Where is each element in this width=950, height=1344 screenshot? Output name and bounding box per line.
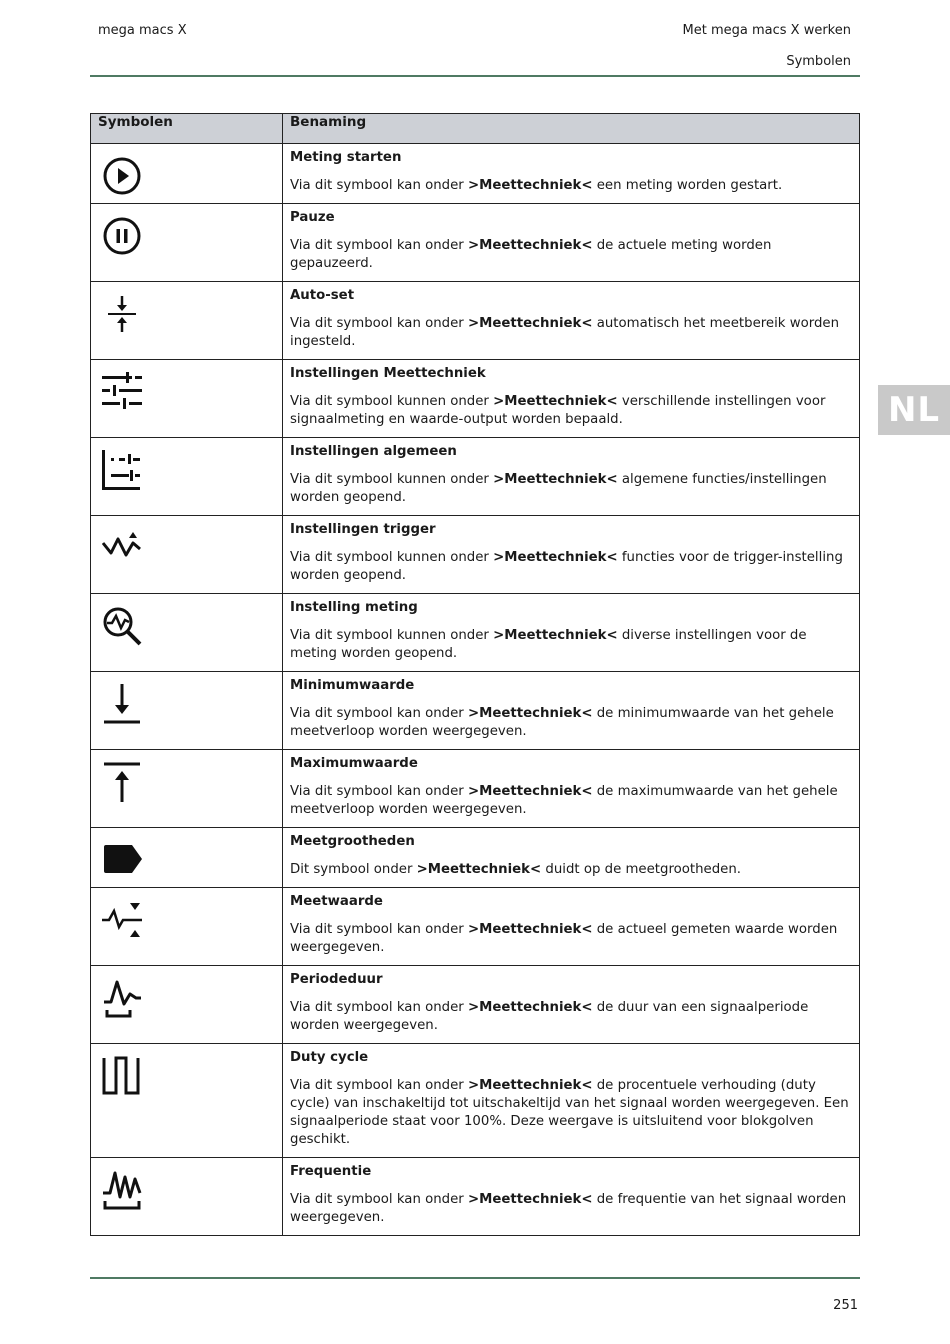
description-text: Via dit symbool kan onder (290, 238, 468, 253)
table-row (91, 1158, 860, 1236)
description-text: Via dit symbool kunnen onder (290, 394, 494, 409)
name-cell (283, 750, 860, 828)
symbol-cell (91, 966, 283, 1044)
frequency-icon (102, 1170, 142, 1210)
column-header-symbols: Symbolen (91, 114, 283, 144)
symbol-cell (91, 1158, 283, 1236)
symbol-cell (91, 204, 283, 282)
symbol-cell (91, 594, 283, 672)
header-chapter: Met mega macs X werken (682, 23, 851, 38)
tag-icon (102, 840, 142, 880)
header-subsection: Symbolen (786, 54, 851, 69)
table-row (91, 516, 860, 594)
table-row (91, 282, 860, 360)
table-row (91, 204, 860, 282)
description-text: de duur van een signaalperiode worden weergegeven. (290, 1000, 809, 1033)
table-row (91, 144, 860, 204)
symbol-cell (91, 144, 283, 204)
symbol-description (290, 1077, 849, 1149)
maximum-icon (102, 762, 142, 802)
name-cell (283, 888, 860, 966)
description-text: een meting worden gestart. (592, 178, 783, 193)
name-cell (283, 516, 860, 594)
menu-reference: >Meettechniek< (467, 784, 593, 799)
description-text: Via dit symbool kan onder (290, 706, 468, 721)
page-number: 251 (833, 1298, 858, 1313)
menu-reference: >Meettechniek< (493, 472, 618, 487)
menu-reference: >Meettechniek< (493, 628, 618, 643)
symbol-title: Instellingen Meettechniek (290, 366, 486, 381)
symbol-description (290, 315, 849, 351)
header-rule (90, 75, 860, 77)
trigger-icon (102, 528, 142, 568)
symbol-title: Meting starten (290, 150, 402, 165)
menu-reference: >Meettechniek< (467, 178, 593, 193)
symbol-description (290, 237, 849, 273)
description-text: Via dit symbool kunnen onder (290, 472, 494, 487)
symbol-description (290, 627, 849, 663)
description-text: de frequentie van het signaal worden weergegeven. (290, 1192, 847, 1225)
description-text: algemene functies/instellingen worden geopend. (290, 472, 827, 505)
symbol-title: Instelling meting (290, 600, 418, 615)
description-text: de maximumwaarde van het gehele meetverloop worden weergegeven. (290, 784, 838, 817)
description-text: diverse instellingen voor de meting worden geopend. (290, 628, 807, 661)
symbol-cell (91, 1044, 283, 1158)
symbol-description (290, 1191, 849, 1227)
name-cell (283, 282, 860, 360)
symbol-description (290, 177, 849, 195)
symbol-cell (91, 516, 283, 594)
measurement-search-icon (102, 606, 142, 646)
symbol-description (290, 471, 849, 507)
name-cell (283, 966, 860, 1044)
symbol-description (290, 999, 849, 1035)
column-header-name: Benaming (283, 114, 860, 144)
name-cell (283, 594, 860, 672)
symbol-title: Minimumwaarde (290, 678, 415, 693)
menu-reference: >Meettechniek< (467, 922, 593, 937)
symbol-title: Duty cycle (290, 1050, 369, 1065)
description-text: Via dit symbool kan onder (290, 1078, 468, 1093)
menu-reference: >Meettechniek< (493, 394, 618, 409)
description-text: functies voor de trigger-instelling worden geopend. (290, 550, 843, 583)
name-cell (283, 828, 860, 888)
minimum-icon (102, 684, 142, 724)
symbol-title: Meetgrootheden (290, 834, 415, 849)
description-text: de procentuele verhouding (duty cycle) van inschakeltijd tot uitschakeltijd van het signaal worden weergegeven. Een signaalperiode staat voor 100%. Deze weergave is uitsluitend voor blokgolven geschikt. (290, 1078, 849, 1147)
description-text: verschillende instellingen voor signaalmeting en waarde-output worden bepaald. (290, 394, 826, 427)
symbol-cell (91, 888, 283, 966)
description-text: Via dit symbool kan onder (290, 922, 468, 937)
name-cell (283, 672, 860, 750)
description-text: Via dit symbool kan onder (290, 1000, 468, 1015)
symbol-cell (91, 672, 283, 750)
description-text: Via dit symbool kunnen onder (290, 550, 494, 565)
name-cell (283, 360, 860, 438)
symbol-title: Pauze (290, 210, 335, 225)
description-text: duidt op de meetgrootheden. (541, 862, 741, 877)
symbol-title: Instellingen algemeen (290, 444, 457, 459)
table-row (91, 1044, 860, 1158)
symbol-description (290, 921, 849, 957)
table-row (91, 360, 860, 438)
table-row (91, 966, 860, 1044)
description-text: Dit symbool onder (290, 862, 417, 877)
table-row (91, 750, 860, 828)
table-header-row (91, 114, 860, 144)
description-text: automatisch het meetbereik worden ingesteld. (290, 316, 840, 349)
settings-general-icon (102, 450, 142, 490)
symbol-cell (91, 282, 283, 360)
description-text: Via dit symbool kan onder (290, 316, 468, 331)
name-cell (283, 438, 860, 516)
name-cell (283, 144, 860, 204)
symbol-cell (91, 828, 283, 888)
symbol-description (290, 705, 849, 741)
header-document-title: mega macs X (98, 23, 187, 38)
symbol-title: Instellingen trigger (290, 522, 436, 537)
symbol-title: Meetwaarde (290, 894, 383, 909)
symbol-title: Auto-set (290, 288, 355, 303)
table-row (91, 888, 860, 966)
symbol-description (290, 549, 849, 585)
symbol-description (290, 393, 849, 429)
menu-reference: >Meettechniek< (493, 550, 618, 565)
menu-reference: >Meettechniek< (467, 706, 593, 721)
play-circle-icon (102, 156, 142, 196)
period-icon (102, 978, 142, 1018)
table-row (91, 438, 860, 516)
pause-circle-icon (102, 216, 142, 256)
name-cell (283, 1158, 860, 1236)
auto-set-icon (102, 294, 142, 334)
symbol-title: Maximumwaarde (290, 756, 418, 771)
footer-rule (90, 1277, 860, 1279)
menu-reference: >Meettechniek< (416, 862, 542, 877)
duty-cycle-icon (102, 1056, 142, 1096)
symbol-cell (91, 360, 283, 438)
language-tab: NL (878, 385, 950, 435)
menu-reference: >Meettechniek< (467, 1192, 593, 1207)
symbols-table (90, 113, 860, 1236)
symbol-description (290, 783, 849, 819)
description-text: Via dit symbool kunnen onder (290, 628, 494, 643)
sliders-icon (102, 372, 142, 412)
symbol-title: Periodeduur (290, 972, 383, 987)
header-section (683, 15, 851, 77)
menu-reference: >Meettechniek< (467, 316, 593, 331)
table-row (91, 594, 860, 672)
symbol-description (290, 861, 849, 879)
symbol-title: Frequentie (290, 1164, 372, 1179)
description-text: de actueel gemeten waarde worden weergegeven. (290, 922, 838, 955)
measured-value-icon (102, 900, 142, 940)
name-cell (283, 1044, 860, 1158)
table-row (91, 672, 860, 750)
description-text: Via dit symbool kan onder (290, 1192, 468, 1207)
description-text: de actuele meting worden gepauzeerd. (290, 238, 772, 271)
menu-reference: >Meettechniek< (467, 238, 593, 253)
symbol-cell (91, 750, 283, 828)
name-cell (283, 204, 860, 282)
description-text: Via dit symbool kan onder (290, 178, 468, 193)
menu-reference: >Meettechniek< (467, 1000, 593, 1015)
symbol-cell (91, 438, 283, 516)
table-row (91, 828, 860, 888)
menu-reference: >Meettechniek< (467, 1078, 593, 1093)
description-text: de minimumwaarde van het gehele meetverloop worden weergegeven. (290, 706, 834, 739)
description-text: Via dit symbool kan onder (290, 784, 468, 799)
